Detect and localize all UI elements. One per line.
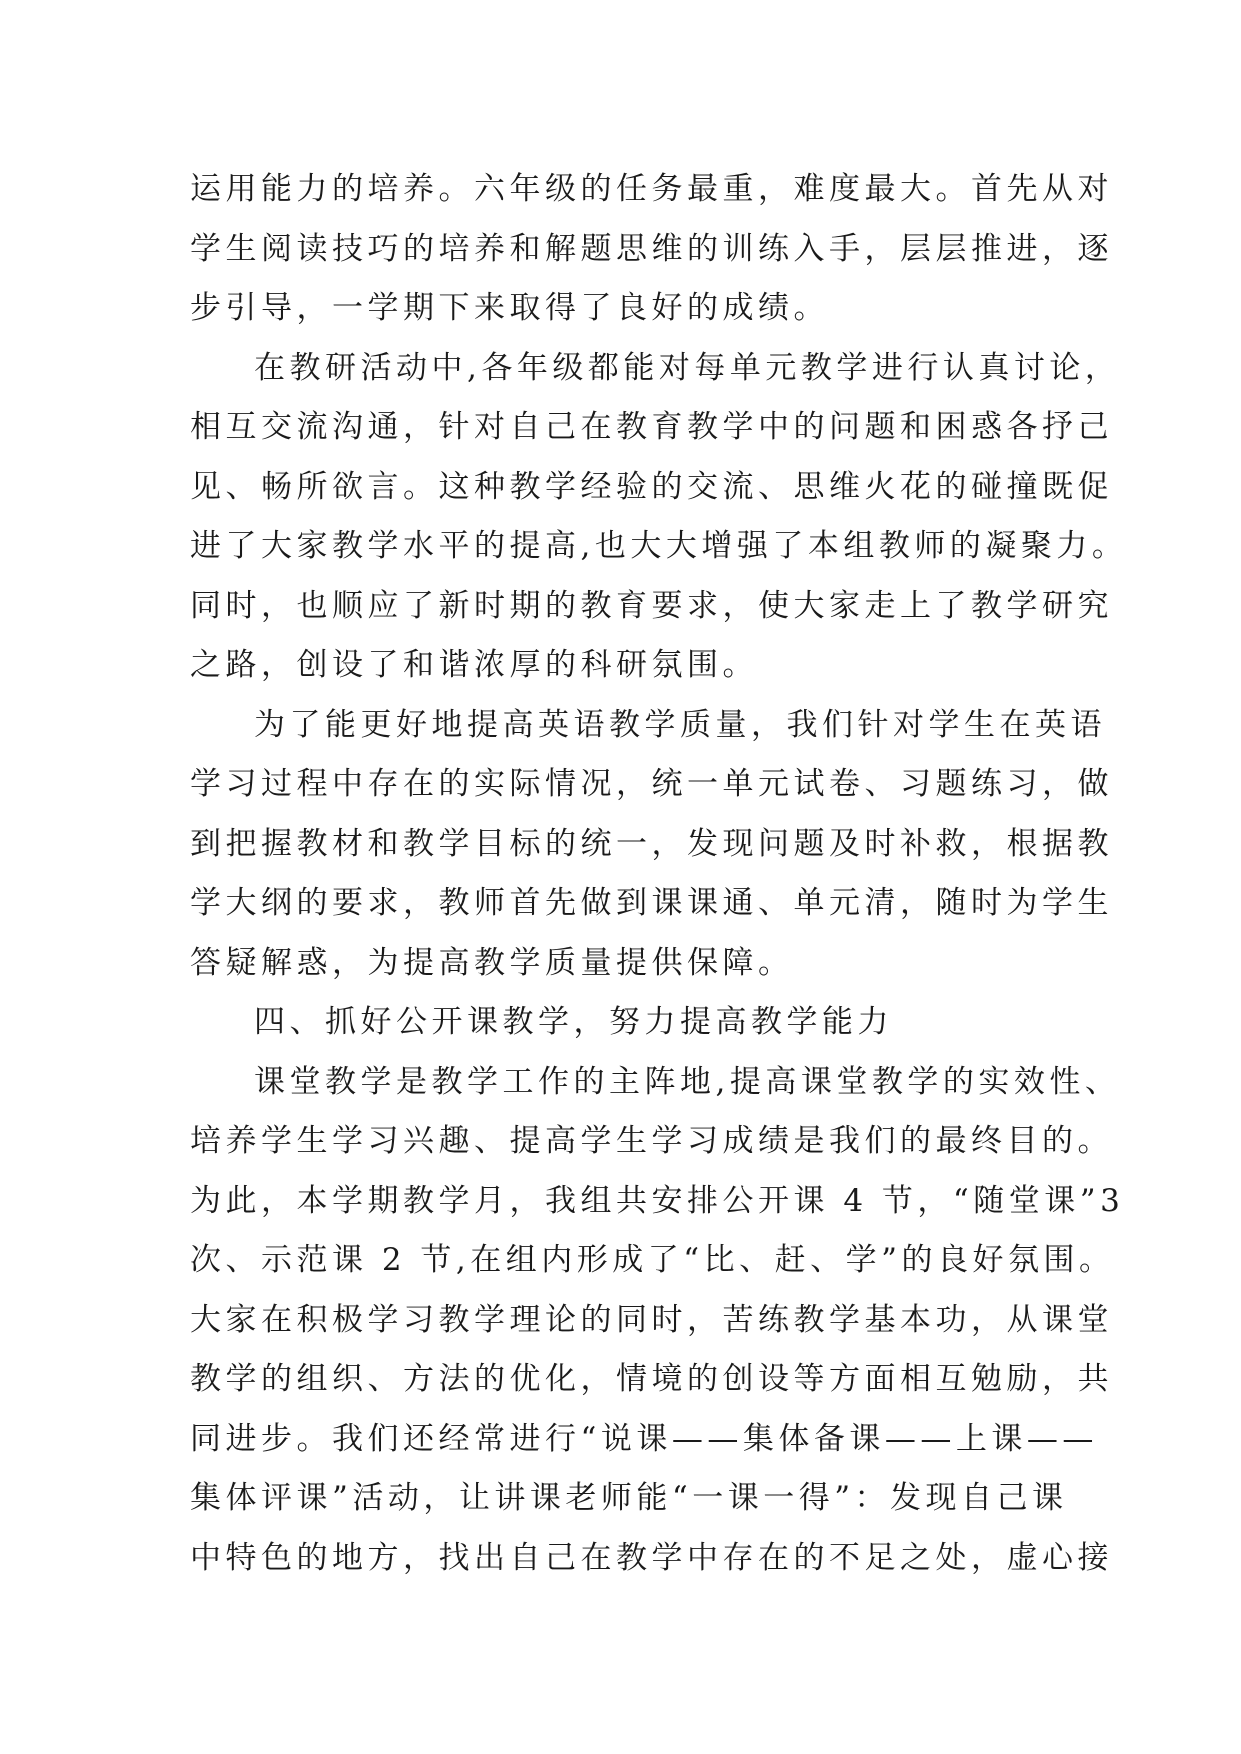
- text-line: 进了大家教学水平的提高,也大大增强了本组教师的凝聚力。: [190, 528, 1128, 564]
- text-line: 运用能力的培养。六年级的任务最重，难度最大。首先从对: [190, 171, 1113, 207]
- paragraph-start-line: 课堂教学是教学工作的主阵地,提高课堂教学的实效性、: [254, 1063, 1121, 1100]
- text-line: 教学的组织、方法的优化，情境的创设等方面相互勉励，共: [190, 1361, 1113, 1397]
- text-line: 同进步。我们还经常进行“说课——集体备课——上课——: [190, 1420, 1098, 1457]
- text-line: 答疑解惑，为提高教学质量提供保障。: [190, 944, 794, 981]
- text-line: 步引导，一学期下来取得了良好的成绩。: [190, 290, 829, 326]
- text-line: 培养学生学习兴趣、提高学生学习成绩是我们的最终目的。: [190, 1123, 1113, 1159]
- paragraph-start-line: 在教研活动中,各年级都能对每单元教学进行认真讨论，: [254, 349, 1121, 386]
- text-line: 次、示范课 2 节,在组内形成了“比、赶、学”的良好氛围。: [190, 1242, 1115, 1278]
- text-line: 学大纲的要求，教师首先做到课课通、单元清，随时为学生: [190, 885, 1113, 921]
- section-heading: 四、抓好公开课教学，努力提高教学能力: [254, 1004, 893, 1040]
- text-line: 相互交流沟通，针对自己在教育教学中的问题和困惑各抒己: [190, 409, 1113, 445]
- text-line: 见、畅所欲言。这种教学经验的交流、思维火花的碰撞既促: [190, 468, 1113, 505]
- text-line: 到把握教材和教学目标的统一，发现问题及时补救，根据教: [190, 825, 1113, 862]
- text-line: 同时，也顺应了新时期的教育要求，使大家走上了教学研究: [190, 587, 1113, 624]
- text-line: 学生阅读技巧的培养和解题思维的训练入手，层层推进，逐: [190, 230, 1113, 267]
- paragraph-start-line: 为了能更好地提高英语教学质量，我们针对学生在英语: [254, 706, 1106, 743]
- text-line: 学习过程中存在的实际情况，统一单元试卷、习题练习，做: [190, 766, 1113, 802]
- text-line: 中特色的地方，找出自己在教学中存在的不足之处，虚心接: [190, 1539, 1113, 1576]
- text-line: 大家在积极学习教学理论的同时，苦练教学基本功，从课堂: [190, 1301, 1113, 1338]
- text-line: 为此，本学期教学月，我组共安排公开课 4 节，“随堂课”3: [190, 1182, 1125, 1219]
- text-line: 集体评课”活动，让讲课老师能“一课一得”：发现自己课: [190, 1480, 1068, 1516]
- document-body: [190, 160, 1128, 1588]
- text-line: 之路，创设了和谐浓厚的科研氛围。: [190, 647, 758, 683]
